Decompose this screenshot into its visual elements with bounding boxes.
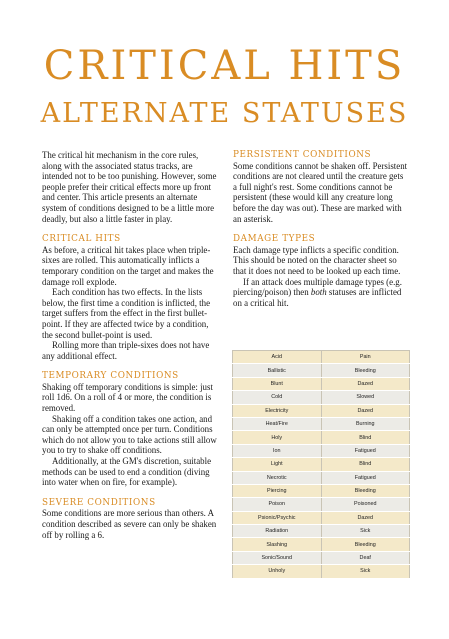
table-row <box>233 471 410 484</box>
heading-temporary-conditions: TEMPORARY CONDITIONS <box>42 371 179 382</box>
table-row <box>233 498 410 511</box>
condition-cell: Deaf <box>321 551 410 564</box>
damage-type-cell: Light <box>233 458 322 471</box>
condition-cell: Slowed <box>321 391 410 404</box>
damage-type-cell: Acid <box>233 351 322 364</box>
severe-paragraph-1: Some conditions are more serious than others. A condition described as severe can only be shaken off by rolling a 6. <box>42 508 217 540</box>
critical-hits-paragraph-1: As before, a critical hit takes place when triple-sixes are rolled. This automatically inflicts a temporary condition on the target and makes the damage roll explode. <box>42 244 214 287</box>
damage-type-cell: Electricity <box>233 404 322 417</box>
condition-cell: Bleeding <box>321 484 410 497</box>
table-row <box>233 538 410 551</box>
condition-cell: Bleeding <box>321 538 410 551</box>
condition-cell: Burning <box>321 417 410 430</box>
right-column <box>233 150 409 308</box>
damage-type-cell: Radiation <box>233 525 322 538</box>
condition-cell: Fatigued <box>321 444 410 457</box>
damage-type-cell: Blunt <box>233 377 322 390</box>
table-row <box>233 511 410 524</box>
damage-type-cell: Ballistic <box>233 364 322 377</box>
condition-cell: Dazed <box>321 511 410 524</box>
table-row <box>233 404 410 417</box>
condition-cell: Dazed <box>321 404 410 417</box>
left-column <box>42 150 218 540</box>
page-subtitle: ALTERNATE STATUSES <box>40 98 409 129</box>
damage-types-paragraph-2: If an attack does multiple damage types (e.g. piercing/poison) then both statuses are inflicted on a critical hit. <box>233 276 402 308</box>
heading-critical-hits: CRITICAL HITS <box>42 234 121 245</box>
table-row <box>233 551 410 564</box>
persistent-paragraph-1: Some conditions cannot be shaken off. Persistent conditions are not cleared until the creature gets a full night's rest. Some conditions cannot be persistent (these would kill any creature long before the day was out). These are marked with an asterisk. <box>233 160 408 224</box>
temporary-paragraph-2: Shaking off a condition takes one action, and can only be attempted once per turn. Conditions which do not allow you to take actions still allow you to try to shake off conditions. <box>42 413 217 456</box>
table-row <box>233 484 410 497</box>
critical-hits-paragraph-2: Each condition has two effects. In the lists below, the first time a condition is inflicted, the target suffers from the effect in the first bullet-point. If they are affected twice by a condition, the second bullet-point is used. <box>42 287 211 340</box>
condition-cell: Sick <box>321 525 410 538</box>
table-row <box>233 364 410 377</box>
damage-type-table <box>232 350 410 579</box>
condition-cell: Pain <box>321 351 410 364</box>
damage-type-cell: Unholy <box>233 565 322 578</box>
damage-type-cell: Holy <box>233 431 322 444</box>
damage-type-cell: Cold <box>233 391 322 404</box>
damage-type-cell: Ion <box>233 444 322 457</box>
damage-type-cell: Poison <box>233 498 322 511</box>
damage-type-cell: Necrotic <box>233 471 322 484</box>
damage-type-cell: Heat/Fire <box>233 417 322 430</box>
condition-cell: Dazed <box>321 377 410 390</box>
condition-cell: Blind <box>321 458 410 471</box>
condition-cell: Bleeding <box>321 364 410 377</box>
heading-severe-conditions: SEVERE CONDITIONS <box>42 497 156 508</box>
damage-type-cell: Slashing <box>233 538 322 551</box>
damage-type-cell: Piercing <box>233 484 322 497</box>
damage-type-cell: Sonic/Sound <box>233 551 322 564</box>
table-row <box>233 431 410 444</box>
table-row <box>233 377 410 390</box>
condition-cell: Sick <box>321 565 410 578</box>
temporary-paragraph-1: Shaking off temporary conditions is simple: just roll 1d6. On a roll of 4 or more, the condition is removed. <box>42 381 213 414</box>
damage-types-paragraph-1: Each damage type inflicts a specific condition. This should be noted on the character sheet so that it does not need to be looked up each time. <box>233 244 401 276</box>
page-title: CRITICAL HITS <box>43 43 406 89</box>
table-row <box>233 391 410 404</box>
table-row <box>233 458 410 471</box>
table-row <box>233 444 410 457</box>
heading-damage-types: DAMAGE TYPES <box>233 234 316 245</box>
table-row <box>233 525 410 538</box>
table-row <box>233 565 410 578</box>
condition-cell: Poisoned <box>321 498 410 511</box>
intro-paragraph: The critical hit mechanism in the core rules, along with the associated status tracks, are intended not to be too punishing. However, some people prefer their critical effects more up front and center. This article presents an alternate system of conditions designed to be a little more deadly, but also a little faster in play. <box>42 150 217 224</box>
table-row <box>233 351 410 364</box>
critical-hits-paragraph-3: Rolling more than triple-sixes does not have any additional effect. <box>42 340 210 361</box>
temporary-paragraph-3: Additionally, at the GM's discretion, suitable methods can be used to end a condition (diving into water when on fire, for example). <box>42 456 212 488</box>
damage-type-cell: Psionic/Psychic <box>233 511 322 524</box>
heading-persistent-conditions: PERSISTENT CONDITIONS <box>233 150 372 160</box>
condition-cell: Fatigued <box>321 471 410 484</box>
condition-cell: Blind <box>321 431 410 444</box>
table-row <box>233 417 410 430</box>
